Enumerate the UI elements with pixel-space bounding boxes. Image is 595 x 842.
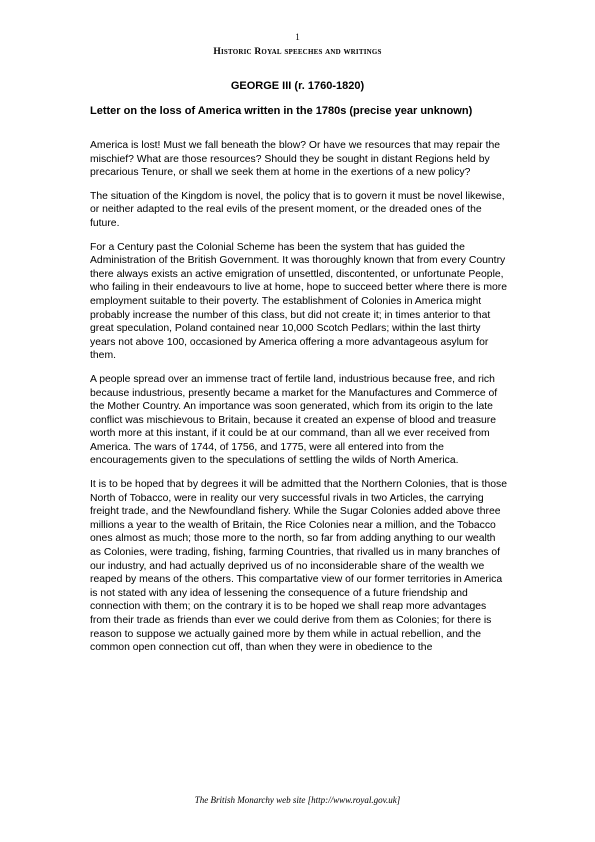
paragraph: A people spread over an immense tract of fertile land, industrious because free, and rich because industrious, presently became a market for the Manufactures and Commerce of the Mother Country. An importance was soon generated, which from its origin to the late conflict was mischievous to Britain, because it created an expense of blood and treasure worth more at this instant, if it could be at our command, than all we ever received from America. The wars of 1744, of 1756, and 1775, were all entered into from the encouragements given to the speculations of settling the wilds of North America. xyxy=(90,373,498,467)
running-head: Historic Royal speeches and writings xyxy=(213,47,382,57)
page-number: 1 xyxy=(295,32,300,42)
document-subtitle: Letter on the loss of America written in the 1780s (precise year unknown) xyxy=(90,105,473,117)
page-footer: The British Monarchy web site [http://www.royal.gov.uk] xyxy=(194,795,401,805)
paragraph: The situation of the Kingdom is novel, the policy that is to govern it must be novel likewise, or neither adapted to the real evils of the present moment, or the dreaded ones of the future. xyxy=(90,190,505,229)
document-title: GEORGE III (r. 1760-1820) xyxy=(230,80,365,92)
letter-body xyxy=(90,139,508,665)
paragraph: America is lost! Must we fall beneath the blow? Or have we resources that may repair the mischief? What are those resources? Should they be sought in distant Regions held by precarious Tenure, or shall we seek them at home in the exertions of a new policy? xyxy=(90,140,501,179)
paragraph: It is to be hoped that by degrees it will be admitted that the Northern Colonies, that is those North of Tobacco, were in reality our very successful rivals in two Articles, the carrying freight trade, and the Newfoundland fishery. While the Sugar Colonies added above three millions a year to the wealth of Britain, the Rice Colonies near a million, and the Tobacco ones almost as much; those more to the north, so far from adding anything to our wealth as Colonies, were trading, fishing, farming Countries, that rivalled us in many branches of our industry, and had actually deprived us of no inconsiderable share of the wealth we reaped by means of the others. This compartative view of our former territories in America is not stated with any idea of lessening the consequence of a future friendship and connection with them; on the contrary it is to be hoped we shall reap more advantages from their trade as friends than ever we could derive from them as Colonies; for there is reason to suppose we actually gained more by them while in actual rebellion, and the common open connection cut off, than when they were in obedience to the xyxy=(90,479,508,654)
paragraph: For a Century past the Colonial Scheme has been the system that has guided the Administration of the British Government. It was thoroughly known that from every Country there always exists an active emigration of unsettled, discontented, or unfortunate People, who failing in their endeavours to live at home, hope to succeed better where there is more employment suitable to their poverty. The establishment of Colonies in America might probably increase the number of this class, but did not create it; in times anterior to that great speculation, Poland contained near 10,000 Scotch Pedlars; within the last thirty years not above 100, occasioned by America offering a more advantageous asylum for them. xyxy=(90,241,508,362)
